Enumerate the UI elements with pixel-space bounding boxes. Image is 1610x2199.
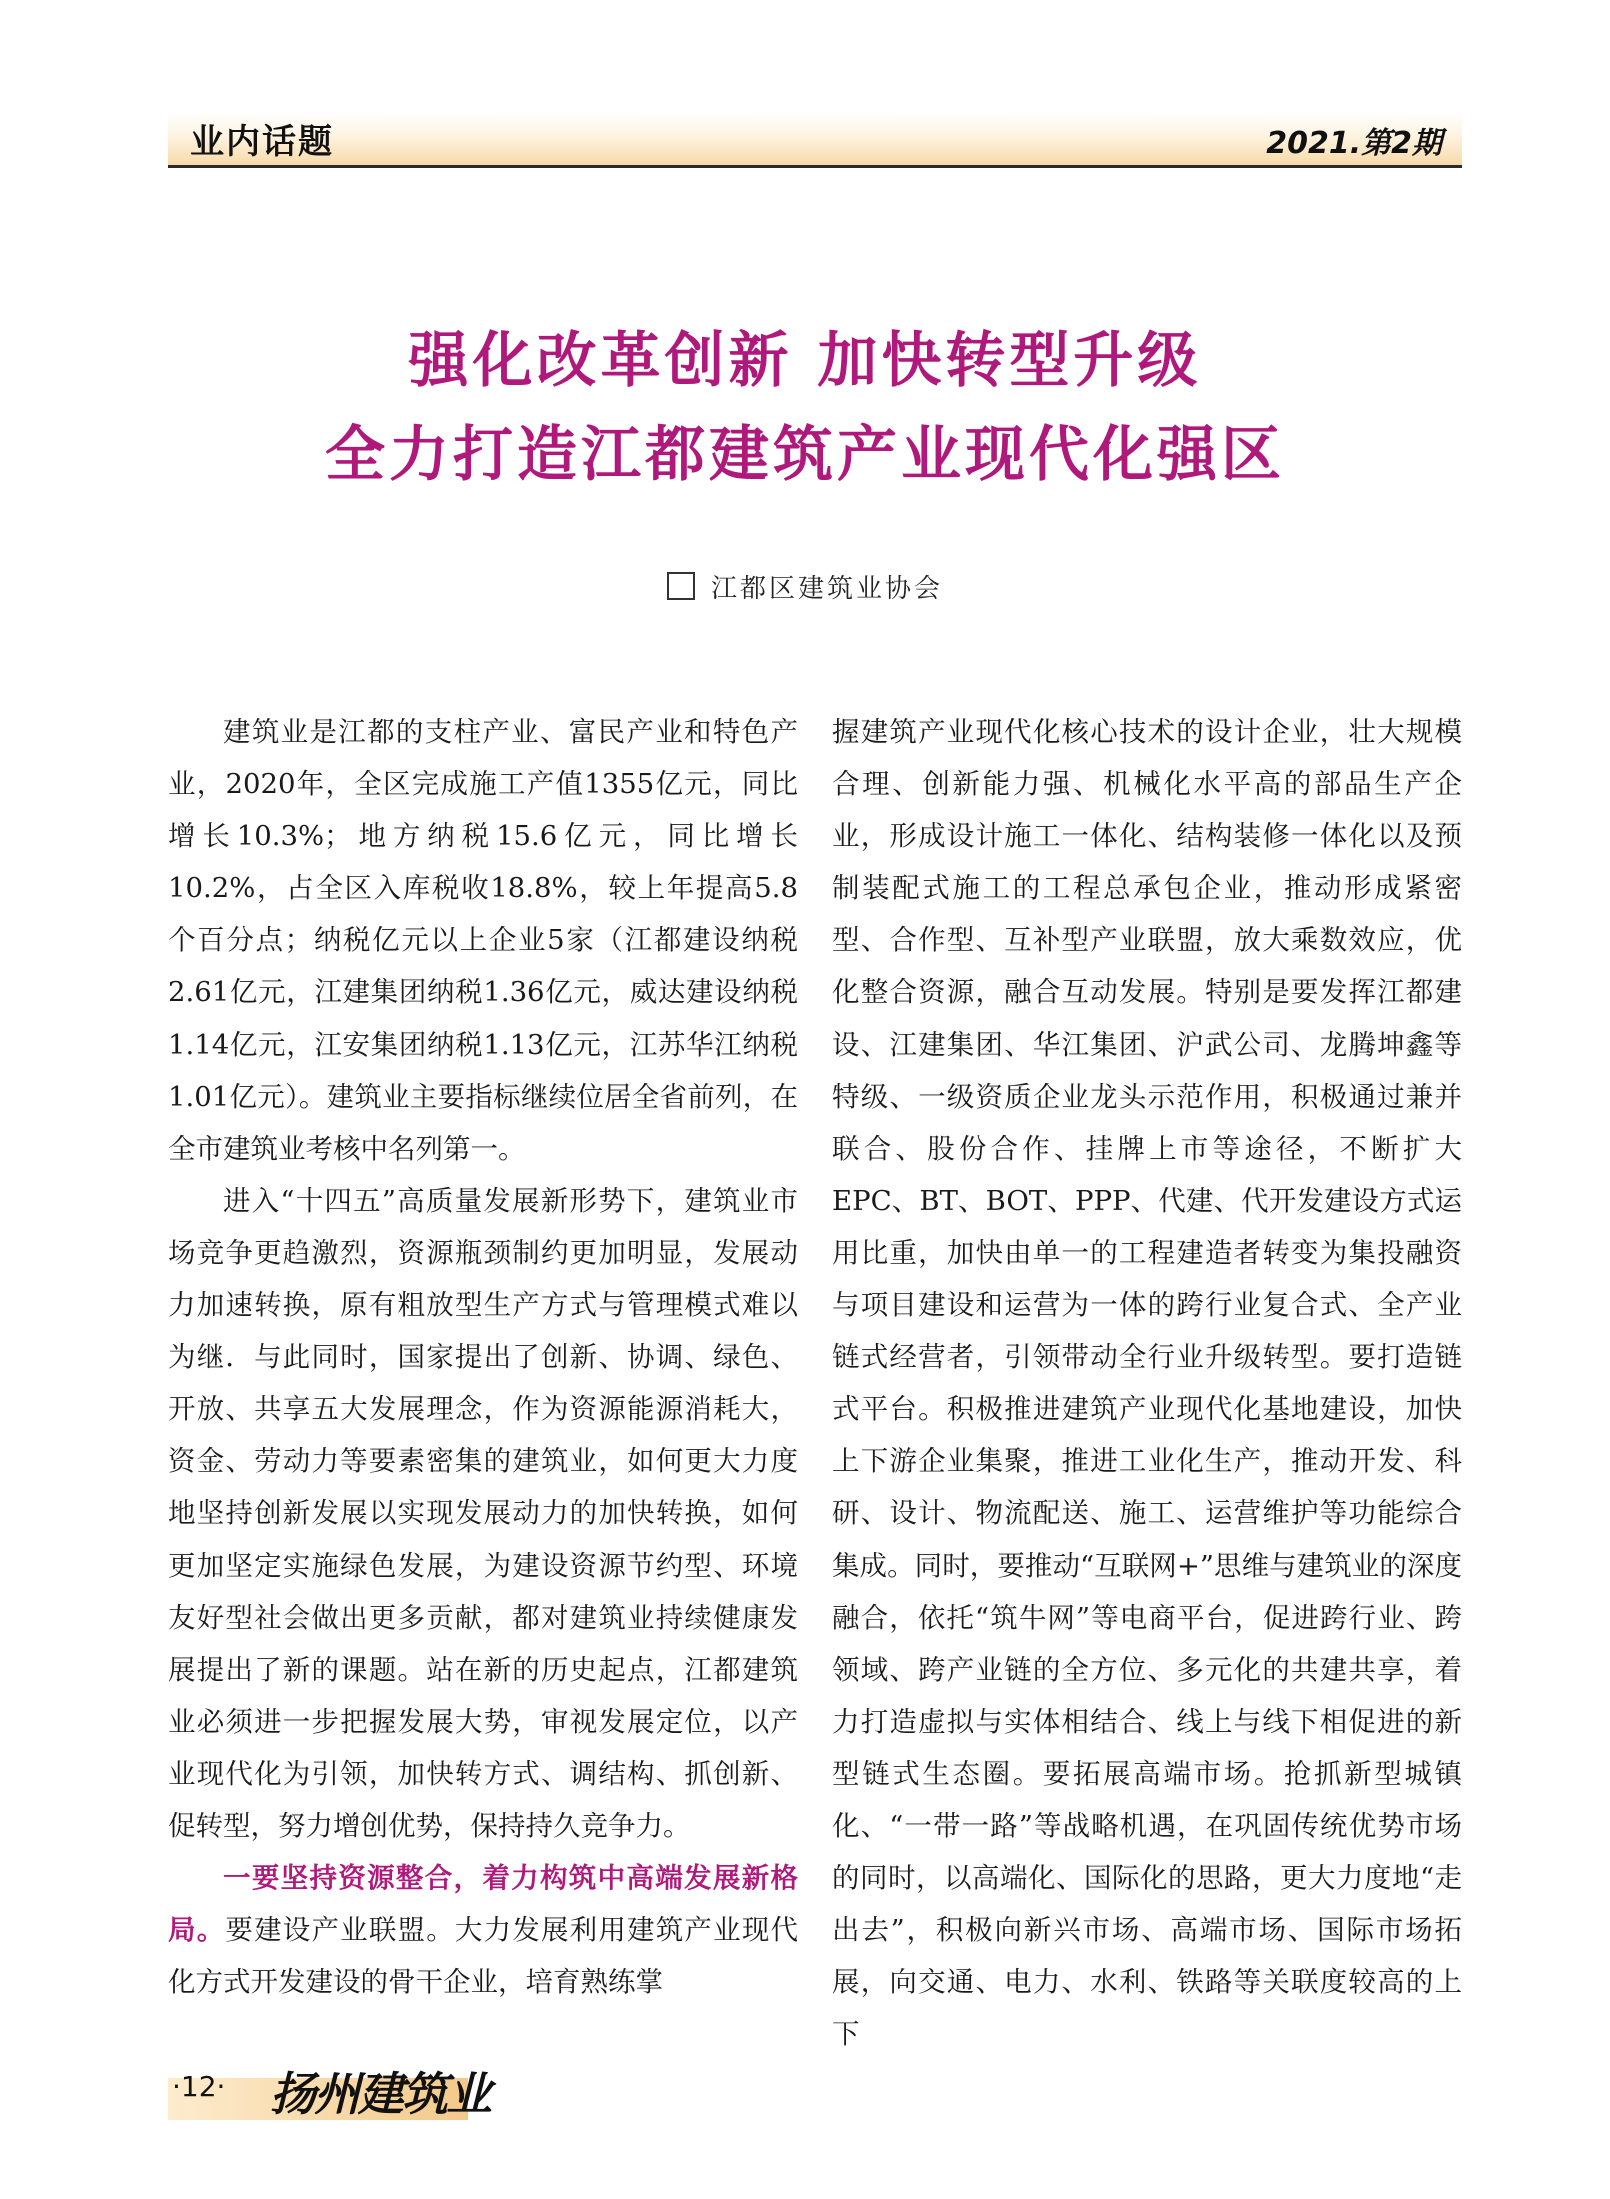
section-heading: 一要坚持资源整合，着力构筑中高端发展新格局。: [168, 1862, 798, 1947]
paragraph: [168, 1852, 798, 2008]
page-number: ·12·: [172, 2070, 226, 2103]
section-label: 业内话题: [190, 122, 334, 162]
paragraph: 握建筑产业现代化核心技术的设计企业，壮大规模合理、创新能力强、机械化水平高的部品生产企业，形成设计施工一体化、结构装修一体化以及预制装配式施工的工程总承包企业，推动形成紧密型、合作型、互补型产业联盟，放大乘数效应，优化整合资源，融合互动发展。特别是要发挥江都建设、江建集团、华江集团、沪武公司、龙腾坤鑫等特级、一级资质企业龙头示范作用，积极通过兼并联合、股份合作、挂牌上市等途径，不断扩大EPC、BT、BOT、PPP、代建、代开发建设方式运用比重，加快由单一的工程建造者转变为集投融资与项目建设和运营为一体的跨行业复合式、全产业链式经营者，引领带动全行业升级转型。要打造链式平台。积极推进建筑产业现代化基地建设，加快上下游企业集聚，推进工业化生产，推动开发、科研、设计、物流配送、施工、运营维护等功能综合集成。同时，要推动“互联网+”思维与建筑业的深度融合，依托“筑牛网”等电商平台，促进跨行业、跨领域、跨产业链的全方位、多元化的共建共享，着力打造虚拟与实体相结合、线上与线下相促进的新型链式生态圈。要拓展高端市场。抢抓新型城镇化、“一带一路”等战略机遇，在巩固传统优势市场的同时，以高端化、国际化的思路，更大力度地“走出去”，积极向新兴市场、高端市场、国际市场拓展，向交通、电力、水利、铁路等关联度较高的上下: [832, 716, 1462, 2051]
article-title-line2: 全力打造江都建筑产业现代化强区: [325, 420, 1285, 490]
paragraph-body: 要建设产业联盟。大力发展利用建筑产业现代化方式开发建设的骨干企业，培育熟练掌: [168, 1914, 799, 1999]
left-column: [168, 706, 798, 2008]
issue-label: 2021.第2期: [1266, 126, 1442, 161]
byline: [0, 568, 1610, 605]
paragraph: 进入“十四五”高质量发展新形势下，建筑业市场竞争更趋激烈，资源瓶颈制约更加明显，发展动力加速转换，原有粗放型生产方式与管理模式难以为继．与此同时，国家提出了创新、协调、绿色、开放、共享五大发展理念，作为资源能源消耗大，资金、劳动力等要素密集的建筑业，如何更大力度地坚持创新发展以实现发展动力的加快转换，如何更加坚定实施绿色发展，为建设资源节约型、环境友好型社会做出更多贡献，都对建筑业持续健康发展提出了新的课题。站在新的历史起点，江都建筑业必须进一步把握发展大势，审视发展定位，以产业现代化为引领，加快转方式、调结构、抓创新、促转型，努力增创优势，保持持久竞争力。: [168, 1184, 798, 1842]
header-rule: [168, 165, 1462, 168]
magazine-logo: 扬州建筑业: [270, 2067, 490, 2121]
author: 江都区建筑业协会: [710, 574, 943, 604]
paragraph: 建筑业是江都的支柱产业、富民产业和特色产业，2020年，全区完成施工产值1355亿元，同比增长10.3%；地方纳税15.6亿元，同比增长10.2%，占全区入库税收18.8%，较上年提高5.8个百分点；纳税亿元以上企业5家（江都建设纳税2.61亿元，江建集团纳税1.36亿元，威达建设纳税1.14亿元，江安集团纳税1.13亿元，江苏华江纳税1.01亿元）。建筑业主要指标继续位居全省前列，在全市建筑业考核中名列第一。: [168, 716, 798, 1165]
right-column: [832, 706, 1462, 2060]
article-title-line1: 强化改革创新 加快转型升级: [408, 326, 1202, 396]
square-icon: [667, 572, 695, 600]
